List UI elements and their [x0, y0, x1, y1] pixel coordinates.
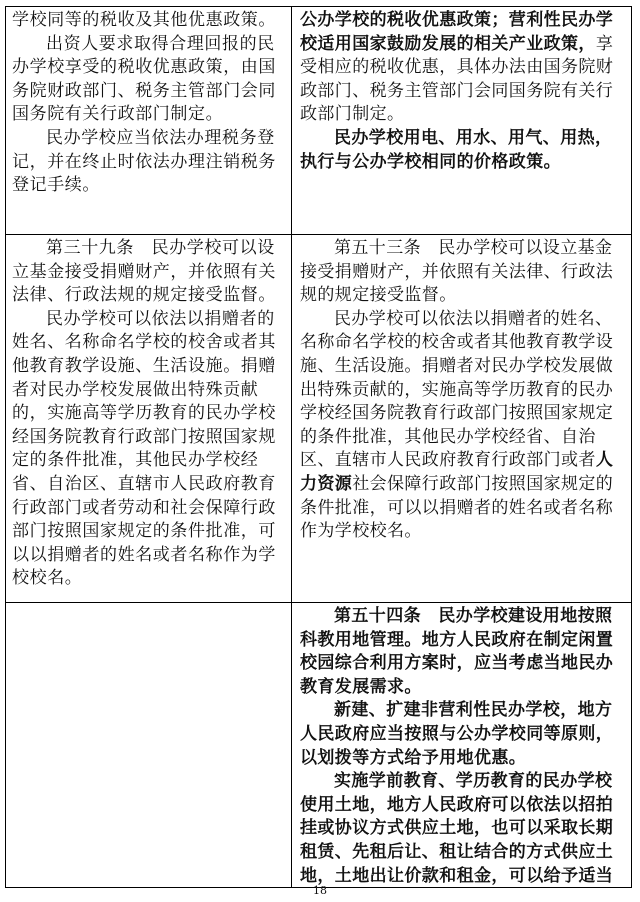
table-cell-r1-right — [292, 7, 632, 235]
paragraph: 第三十九条 民办学校可以设立基金接受捐赠财产，并依照有关法律、行政法规的规定接受监督。 — [12, 238, 276, 306]
table-cell-r2-right — [292, 235, 632, 603]
text-segment: 享受相应的税收优惠，具体办法由国务院财政部门、税务主管部门会同国务院有关行政部门制定。 — [300, 33, 614, 125]
bold-text-segment: 实施学前教育、学历教育的民办学校使用土地，地方人民政府可以依法以招拍挂或协议方式供应土地，也可以采取长期租赁、先租后让、租让结合的方式供应土地，土地出让价款和租金，可以给予适当 — [300, 771, 614, 886]
comparison-table — [5, 6, 632, 888]
table-cell-r3-right — [292, 603, 632, 888]
paragraph — [300, 699, 625, 770]
text-segment: 社会保障行政部门按照国家规定的条件批准，可以以捐赠者的姓名或者名称作为学校校名。 — [300, 473, 614, 542]
text-segment: 民办学校可以依法以捐赠者的姓名、名称命名学校的校舍或者其他教育教学设施、生活设施。捐赠者对民办学校发展做出特殊贡献的，实施高等学历教育的民办学校经国务院教育行政部门按照国家规定的条件批准，其他民办学校经省、自治区、直辖市人民政府教育行政部门或者 — [300, 308, 614, 471]
table-cell-r3-left — [6, 603, 292, 888]
table-cell-r1-left — [6, 7, 292, 235]
paragraph: 出资人要求取得合理回报的民办学校享受的税收优惠政策，由国务院财政部门、税务主管部门会同国务院有关行政部门制定。 — [12, 33, 276, 125]
paragraph: 学校同等的税收及其他优惠政策。 — [12, 10, 276, 30]
paragraph — [300, 605, 625, 699]
paragraph — [300, 237, 625, 308]
bold-text-segment: 民办学校用电、用水、用气、用热，执行与公办学校相同的价格政策。 — [300, 127, 613, 172]
bold-text-segment: 新建、扩建非营利性民办学校，地方人民政府应当按照与公办学校同等原则，以划拨等方式给予用地优惠。 — [300, 700, 614, 768]
text-segment: 第五十三条 民办学校可以设立基金接受捐赠财产，并依照有关法律、行政法规的规定接受监督。 — [300, 238, 614, 306]
paragraph — [300, 308, 625, 544]
paragraph — [300, 9, 625, 127]
bold-text-segment: 人力资源 — [300, 450, 614, 494]
paragraph: 民办学校应当依法办理税务登记，并在终止时依法办理注销税务登记手续。 — [12, 127, 276, 196]
table-cell-r2-left — [6, 235, 292, 603]
paragraph — [300, 127, 625, 174]
bold-text-segment: 第五十四条 民办学校建设用地按照科教用地管理。地方人民政府在制定闲置校园综合利用方案时，应当考虑当地民办教育发展需求。 — [300, 606, 614, 697]
paragraph: 民办学校可以依法以捐赠者的姓名、名称命名学校的校舍或者其他教育教学设施、生活设施。捐赠者对民办学校发展做出特殊贡献的，实施高等学历教育的民办学校经国务院教育行政部门按照国家规定的条件批准，其他民办学校经省、自治区、直辖市人民政府教育行政部门或者劳动和社会保障行政部门按照国家规定的条件批准，可以以捐赠者的姓名或者名称作为学校校名。 — [12, 308, 276, 589]
bold-text-segment: 公办学校的税收优惠政策；营利性民办学校适用国家鼓励发展的相关产业政策， — [300, 10, 614, 54]
paragraph — [300, 770, 625, 888]
page-number: 18 — [313, 884, 327, 897]
